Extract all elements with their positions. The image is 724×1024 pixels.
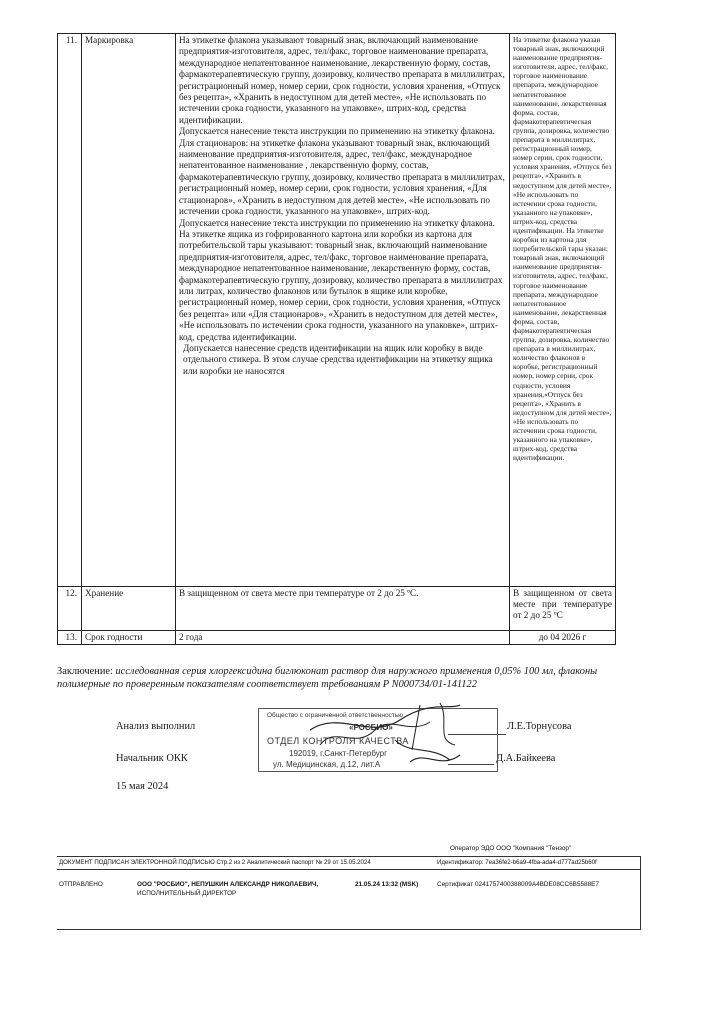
analysis-name: Л.Е.Торнусова xyxy=(507,721,572,732)
edo-role: ИСПОЛНИТЕЛЬНЫЙ ДИРЕКТОР xyxy=(137,890,237,897)
requirement-paragraph: Для стационаров: на этикетке флакона указывают товарный знак, включающий наименование предприятия-изготовителя, адрес, тел/факс, международное непатентованное наименование , лекарственную форму, состав, фармакотерапевтическую группу, дозировку, количество препарата в миллилитрах, регистрационный номер, номер серии, срок годности, условия хранения, «Для стационаров», «Хранить в недоступном для детей месте», «Не использовать по истечении срока годности, указанного на упаковке», штрих-код. xyxy=(179,137,505,217)
edo-datetime: 21.05.24 13:32 (MSK) xyxy=(355,881,419,888)
requirement-paragraph: Допускается нанесение текста инструкции по применению на этикетку флакона. xyxy=(179,126,495,137)
row-requirement: 2 года xyxy=(176,631,510,645)
edo-signed: ДОКУМЕНТ ПОДПИСАН ЭЛЕКТРОННОЙ ПОДПИСЬЮ Стр.2 из 2 Аналитический паспорт № 29 от 15.05.2024 xyxy=(59,859,371,866)
table-row xyxy=(58,631,616,645)
row-parameter: Хранение xyxy=(82,587,176,631)
edo-cert: Сертификат 0241757400388009A4BDE08CC6B5588E7 xyxy=(437,881,599,888)
row-requirement: В защищенном от света месте при температуре от 2 до 25 ºС. xyxy=(176,587,510,631)
row-result: до 04 2026 г xyxy=(510,631,616,645)
requirement-paragraph: Допускается нанесение текста инструкции по применению на этикетку флакона. xyxy=(179,217,495,228)
head-name: Д.А.Байкеева xyxy=(496,753,556,764)
row-parameter: Срок годности xyxy=(82,631,176,645)
analysis-label: Анализ выполнил xyxy=(116,721,196,732)
row-number: 11. xyxy=(58,34,82,587)
conclusion-label: Заключение: xyxy=(57,666,113,677)
requirement-paragraph: На этикетке ящика из гофрированного картона или коробки из картона для потребительской тары указывают: товарный знак, включающий наименование предприятия-изготовителя, адрес, тел/факс, торговое наименование препарата, международное непатентованное наименование, лекарственную форму, состав, фармакотерапевтическую группу, дозировку, количество препарата в миллилитрах или литрах, количество флаконов или бутылок в ящике или коробке, регистрационный номер, номер серии, срок годности, условия хранения, «Отпуск без рецепта» или «Для стационаров», «Хранить в недоступном для детей месте», «Не использовать по истечении срока годности, указанного на упаковке», штрих-код, средства идентификации. xyxy=(179,228,503,342)
row-requirement xyxy=(176,34,510,587)
head-label: Начальник ОКК xyxy=(116,753,188,764)
conclusion-text: исследованная серия хлоргексидина биглюконат раствор для наружного применения 0,05% 100 мл, флаконы полимерные по проверенным показателям соответствует требованиям Р N000734/01-141122 xyxy=(57,666,598,690)
department-stamp: Общество с ограниченной ответственностью «РОСБИО» ОТДЕЛ КОНТРОЛЯ КАЧЕСТВА 192019, г.Санкт-Петербург ул. Медицинская, д.12, лит.А xyxy=(258,708,498,772)
edo-org: ООО "РОСБИО", НЕПУШКИН АЛЕКСАНДР НИКОЛАЕВИЧ, xyxy=(137,881,319,888)
row-number: 13. xyxy=(58,631,82,645)
table-row xyxy=(58,34,616,587)
row-result: В защищенном от света месте при температуре от 2 до 25 ºС xyxy=(510,587,616,631)
requirement-paragraph: На этикетке флакона указывают товарный знак, включающий наименование предприятия-изготовителя, адрес, тел/факс, торговое наименование препарата, международное непатентованное наименование, лекарственную форму, состав, фармакотерапевтическую группу, дозировку, количество препарата в миллилитрах, регистрационный номер, номер серии, срок годности, условия хранения, «Отпуск без рецепта», «Хранить в недоступном для детей месте», «Не использовать по истечении срока годности, указанного на упаковке», штрих-код, средства идентификации. xyxy=(179,35,505,125)
handwritten-signature-icon xyxy=(300,700,470,775)
row-result: На этикетке флакона указан товарный знак, включающий наименование предприятия-изготовителя, адрес, тел/факс, торговое наименование препарата, международное непатентованное наименование, лекарственная форма, состав, фармакотерапевтическая группа, дозировка, количество препарата в миллилитрах, регистрационный номер, номер серии, срок годности, условия хранения, «Отпуск без рецепта», «Хранить в недоступном для детей месте», «Не использовать по истечении срока годности, указанного на упаковке», штрих-код, средства идентификации. На этикетке коробки из картона для потребительской тары указан: товарный знак, включающий наименование предприятия-изготовителя, адрес, тел/факс, торговое наименование препарата, международное непатентованное наименование, лекарственная форма, состав, фармакотерапевтическая группа, дозировка, количество препарата в миллилитрах, количество флаконов в коробке, регистрационный номер, номер серии, срок годности, условия хранения,«Отпуск без рецепта», «Хранить в недоступном для детей месте», «Не использовать по истечении срока годности, указанного на упаковке», штрих-код, средства идентификации. xyxy=(510,34,616,587)
table-row xyxy=(58,587,616,631)
edo-identifier: Идентификатор: 7ea36fe2-b6a9-4fba-ada4-d777ad25b60f xyxy=(437,859,597,866)
specification-table xyxy=(57,33,616,645)
edo-sent-label: ОТПРАВЛЕНО xyxy=(59,881,103,888)
requirement-paragraph: Допускается нанесение средств идентификации на ящик или коробку в виде отдельного стикера. В этом случае средства идентификации на этикетку ящика или коробки не наносятся xyxy=(183,342,493,376)
conclusion xyxy=(57,665,617,691)
edo-divider xyxy=(57,869,640,870)
row-parameter: Маркировка xyxy=(82,34,176,587)
edo-operator: Оператор ЭДО ООО "Компания "Тензор" xyxy=(450,845,572,852)
row-number: 12. xyxy=(58,587,82,631)
document-date: 15 мая 2024 xyxy=(116,781,169,792)
